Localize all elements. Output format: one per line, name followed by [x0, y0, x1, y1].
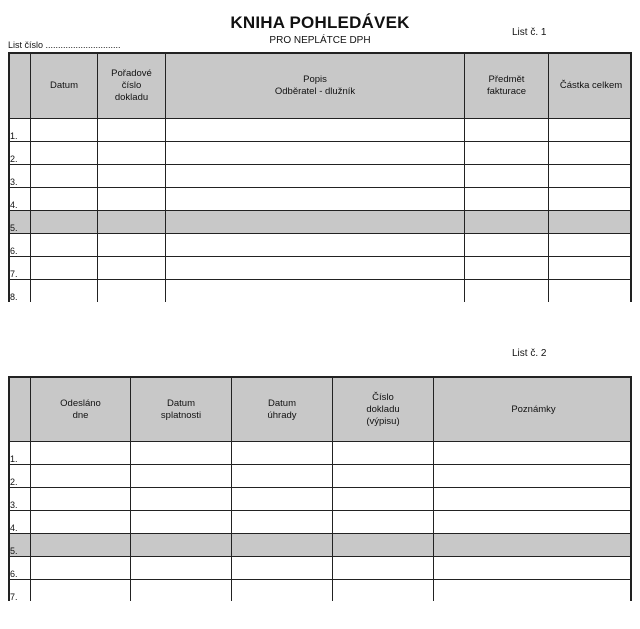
table-cell[interactable] — [465, 119, 549, 142]
col-header-rownum — [10, 54, 31, 119]
table-cell[interactable] — [166, 257, 465, 280]
table-row — [10, 534, 633, 557]
table-row — [10, 188, 633, 211]
table-cell[interactable] — [465, 142, 549, 165]
table-cell[interactable] — [232, 534, 333, 557]
table-row — [10, 142, 633, 165]
table-cell[interactable] — [549, 211, 633, 234]
table-cell[interactable] — [333, 442, 434, 465]
table-row — [10, 442, 633, 465]
col-header-sent-date: Odesláno dne — [31, 378, 131, 442]
table-cell[interactable] — [549, 280, 633, 303]
row-number: 1. — [10, 119, 31, 142]
table-cell[interactable] — [549, 142, 633, 165]
table-row — [10, 557, 633, 580]
col-header-doc-number: Pořadové číslo dokladu — [98, 54, 166, 119]
page-subtitle: PRO NEPLÁTCE DPH — [269, 35, 371, 46]
table-cell[interactable] — [31, 580, 131, 602]
row-number: 4. — [10, 511, 31, 534]
table-row — [10, 211, 633, 234]
row-number: 4. — [10, 188, 31, 211]
table-cell[interactable] — [166, 142, 465, 165]
table-cell[interactable] — [166, 119, 465, 142]
col-header-statement-number: Číslo dokladu (výpisu) — [333, 378, 434, 442]
table-row — [10, 465, 633, 488]
table-cell[interactable] — [232, 511, 333, 534]
row-number: 5. — [10, 211, 31, 234]
table-cell[interactable] — [232, 488, 333, 511]
col-header-rownum — [10, 378, 31, 442]
table-cell[interactable] — [31, 211, 98, 234]
table-cell[interactable] — [31, 534, 131, 557]
table-cell[interactable] — [434, 488, 633, 511]
row-number: 7. — [10, 257, 31, 280]
table-cell[interactable] — [131, 580, 232, 602]
table-cell[interactable] — [31, 119, 98, 142]
row-number: 6. — [10, 557, 31, 580]
table-cell[interactable] — [549, 165, 633, 188]
table-row — [10, 165, 633, 188]
table-cell[interactable] — [434, 534, 633, 557]
col-header-notes: Poznámky — [434, 378, 633, 442]
table-cell[interactable] — [333, 488, 434, 511]
table-cell[interactable] — [434, 511, 633, 534]
table-cell[interactable] — [31, 442, 131, 465]
table-row — [10, 580, 633, 602]
ledger-table-1 — [8, 52, 632, 302]
row-number: 1. — [10, 442, 31, 465]
row-number: 5. — [10, 534, 31, 557]
row-number: 2. — [10, 142, 31, 165]
row-number: 2. — [10, 465, 31, 488]
table-row — [10, 119, 633, 142]
table-cell[interactable] — [232, 580, 333, 602]
table-cell[interactable] — [31, 465, 131, 488]
table-row — [10, 257, 633, 280]
col-header-subject: Předmět fakturace — [465, 54, 549, 119]
table-cell[interactable] — [549, 188, 633, 211]
ledger-table-2 — [8, 376, 632, 601]
table-cell[interactable] — [166, 165, 465, 188]
table-cell[interactable] — [465, 234, 549, 257]
table-cell[interactable] — [98, 280, 166, 303]
table-row — [10, 280, 633, 303]
table-cell[interactable] — [98, 165, 166, 188]
table-cell[interactable] — [166, 280, 465, 303]
table-cell[interactable] — [232, 442, 333, 465]
table-cell[interactable] — [131, 442, 232, 465]
table-cell[interactable] — [131, 557, 232, 580]
table-cell[interactable] — [333, 465, 434, 488]
receivables-table — [9, 53, 632, 302]
table-cell[interactable] — [131, 511, 232, 534]
table-cell[interactable] — [434, 465, 633, 488]
table-cell[interactable] — [98, 142, 166, 165]
payments-table — [9, 377, 632, 601]
row-number: 7. — [10, 580, 31, 602]
table-cell[interactable] — [333, 557, 434, 580]
row-number: 3. — [10, 165, 31, 188]
table-cell[interactable] — [232, 557, 333, 580]
table-cell[interactable] — [31, 557, 131, 580]
table-cell[interactable] — [549, 119, 633, 142]
table-cell[interactable] — [98, 119, 166, 142]
col-header-payment-date: Datum úhrady — [232, 378, 333, 442]
table-cell[interactable] — [434, 442, 633, 465]
sheet2-label: List č. 2 — [512, 348, 547, 359]
table-cell[interactable] — [31, 165, 98, 188]
table-row — [10, 488, 633, 511]
table-cell[interactable] — [465, 188, 549, 211]
table-cell[interactable] — [31, 234, 98, 257]
table-cell[interactable] — [31, 142, 98, 165]
table-cell[interactable] — [166, 211, 465, 234]
table-cell[interactable] — [98, 257, 166, 280]
col-header-total-amount: Částka celkem — [549, 54, 633, 119]
page-title: KNIHA POHLEDÁVEK — [230, 13, 410, 32]
table-cell[interactable] — [131, 488, 232, 511]
table-cell[interactable] — [549, 257, 633, 280]
table-cell[interactable] — [465, 280, 549, 303]
table-cell[interactable] — [465, 257, 549, 280]
table-cell[interactable] — [131, 534, 232, 557]
table-cell[interactable] — [98, 188, 166, 211]
table-cell[interactable] — [549, 234, 633, 257]
col-header-due-date: Datum splatnosti — [131, 378, 232, 442]
table-cell[interactable] — [333, 511, 434, 534]
table-cell[interactable] — [131, 465, 232, 488]
table-row — [10, 511, 633, 534]
table-cell[interactable] — [31, 511, 131, 534]
row-number: 8. — [10, 280, 31, 303]
col-header-date: Datum — [31, 54, 98, 119]
table-cell[interactable] — [31, 280, 98, 303]
table-cell[interactable] — [166, 234, 465, 257]
table-cell[interactable] — [98, 234, 166, 257]
table-cell[interactable] — [465, 211, 549, 234]
table-cell[interactable] — [98, 211, 166, 234]
table-cell[interactable] — [31, 188, 98, 211]
table-cell[interactable] — [434, 580, 633, 602]
table-cell[interactable] — [232, 465, 333, 488]
row-number: 3. — [10, 488, 31, 511]
sheet-number-field: List číslo .............................. — [8, 40, 121, 50]
table-cell[interactable] — [166, 188, 465, 211]
table-cell[interactable] — [31, 488, 131, 511]
sheet1-label: List č. 1 — [512, 27, 547, 38]
table-cell[interactable] — [465, 165, 549, 188]
col-header-description: Popis Odběratel - dlužník — [166, 54, 465, 119]
table-cell[interactable] — [31, 257, 98, 280]
table-cell[interactable] — [333, 580, 434, 602]
row-number: 6. — [10, 234, 31, 257]
table-cell[interactable] — [333, 534, 434, 557]
table-row — [10, 234, 633, 257]
table-cell[interactable] — [434, 557, 633, 580]
